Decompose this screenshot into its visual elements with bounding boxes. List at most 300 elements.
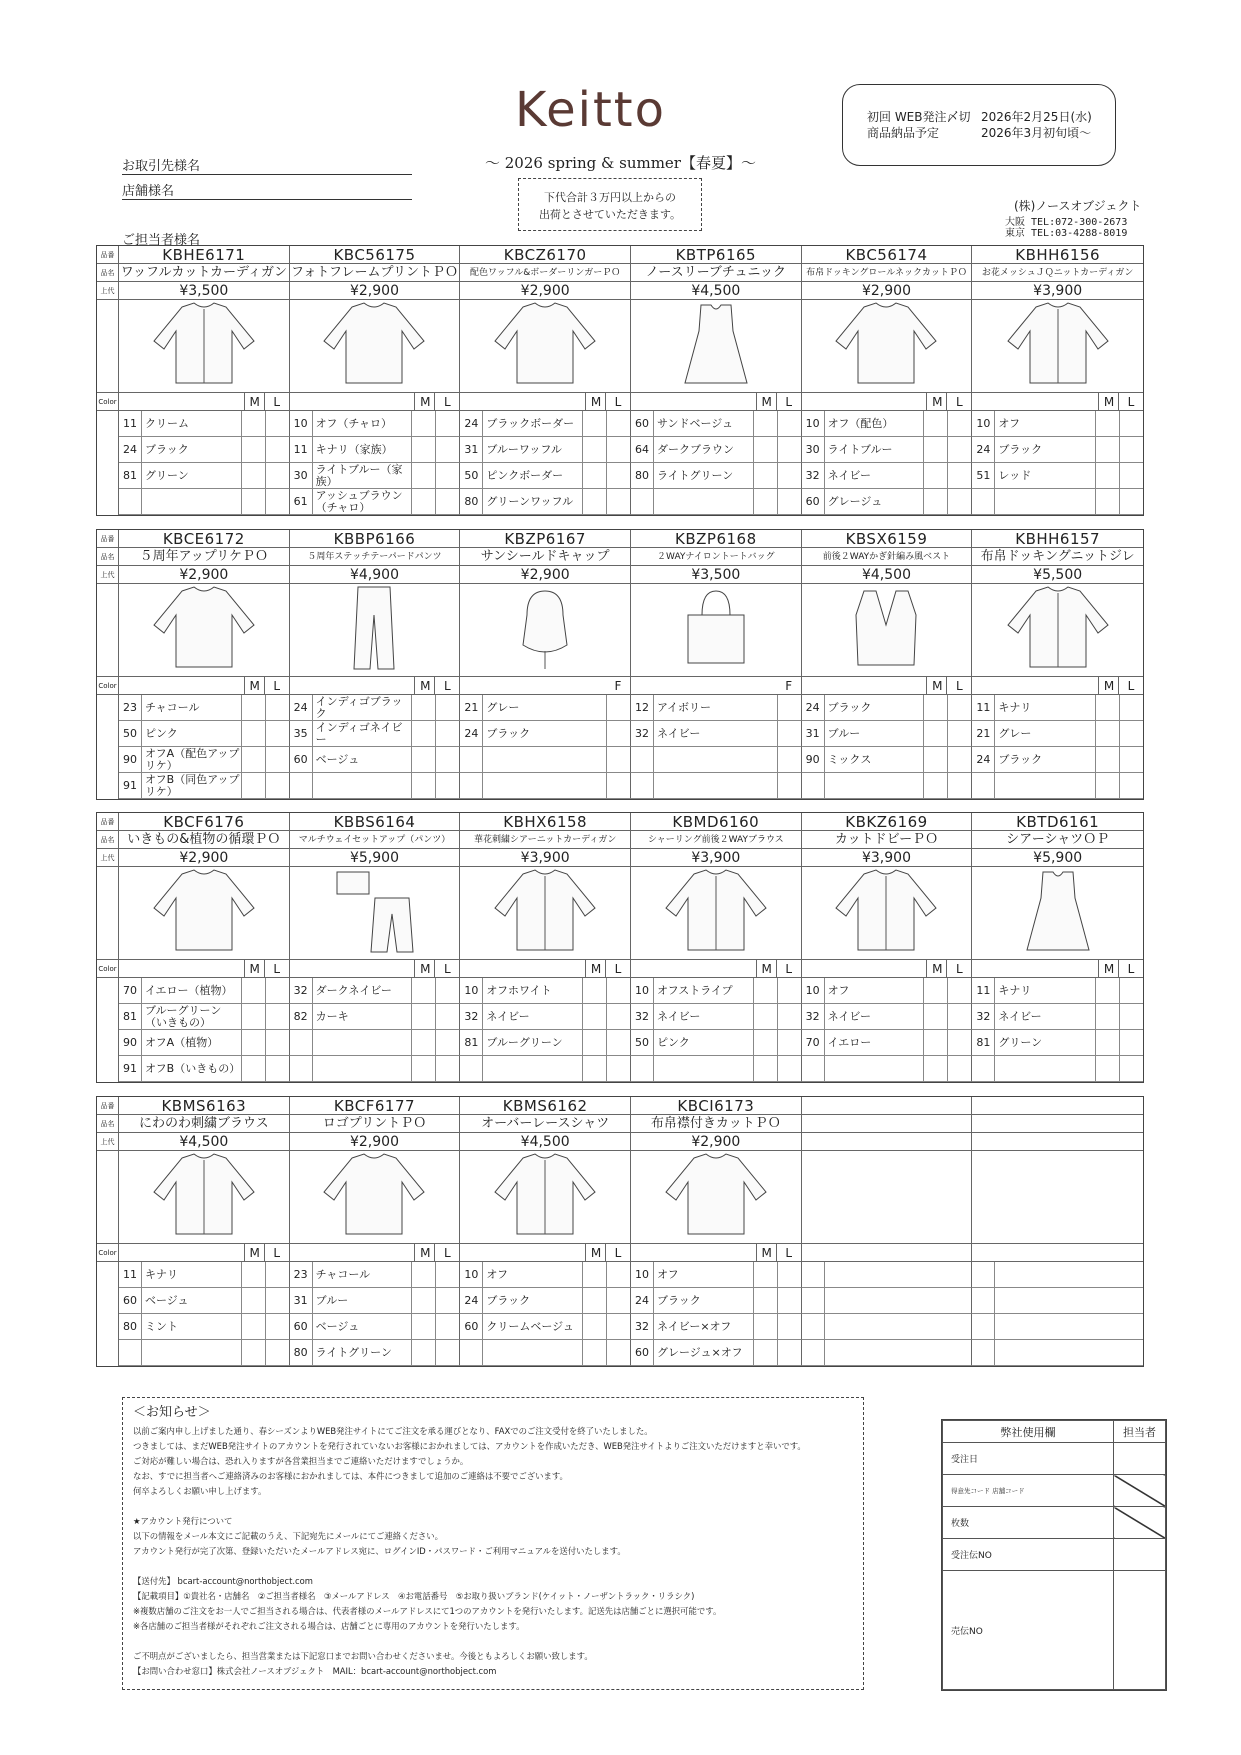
- qty-l-input[interactable]: [265, 721, 289, 747]
- qty-l-input[interactable]: [777, 1340, 801, 1366]
- product-code: KBBP6166: [290, 530, 461, 548]
- qty-m-input[interactable]: [582, 1004, 606, 1030]
- color-row: [119, 411, 290, 437]
- qty-m-input[interactable]: [923, 463, 947, 489]
- office-use-table: [941, 1419, 1167, 1691]
- qty-m-input[interactable]: [753, 1314, 777, 1340]
- notice-line: なお、すでに担当者へご連絡済みのお客様におかれましては、本件につきまして追加のご連絡は不要でございます。: [133, 1471, 568, 1481]
- size-m-label: M: [926, 960, 947, 978]
- qty-m-input[interactable]: [582, 1030, 606, 1056]
- qty-m-input[interactable]: [241, 1340, 265, 1366]
- qty-l-input[interactable]: [1119, 695, 1143, 721]
- size-l-label: L: [1118, 960, 1143, 978]
- qty-l-input[interactable]: [265, 411, 289, 437]
- qty-m-input[interactable]: [1095, 978, 1119, 1004]
- qty-l-input[interactable]: [606, 1004, 630, 1030]
- qty-m-input[interactable]: [411, 1262, 435, 1288]
- qty-m-input[interactable]: [241, 1314, 265, 1340]
- color-row: [119, 1004, 290, 1030]
- qty-l-input[interactable]: [435, 437, 459, 463]
- garment-illustration-icon: [144, 301, 264, 391]
- qty-m-input[interactable]: [411, 1340, 435, 1366]
- color-code: 81: [972, 1030, 995, 1056]
- qty-m-input[interactable]: [241, 1030, 265, 1056]
- color-row: [631, 978, 802, 1004]
- size-l-label: L: [264, 393, 289, 411]
- qty-l-input[interactable]: [435, 1030, 459, 1056]
- qty-l-input[interactable]: [777, 978, 801, 1004]
- product-name: ノースリーブチュニック: [631, 264, 802, 282]
- color-code: 81: [119, 463, 142, 489]
- qty-l-input[interactable]: [435, 773, 459, 799]
- qty-l-input[interactable]: [777, 463, 801, 489]
- size-header: [802, 677, 973, 695]
- color-code: 11: [972, 695, 995, 721]
- color-name: ベージュ: [315, 753, 360, 766]
- color-row: [290, 489, 461, 515]
- qty-l-input[interactable]: [435, 1314, 459, 1340]
- qty-m-input[interactable]: [753, 489, 777, 515]
- color-name: [316, 1030, 412, 1056]
- qty-l-input[interactable]: [1119, 721, 1143, 747]
- qty-l-input[interactable]: [265, 1288, 289, 1314]
- color-name: ブラック: [998, 443, 1043, 456]
- row-spacer: [97, 1314, 119, 1340]
- qty-f-input[interactable]: [777, 773, 801, 799]
- product-price: ¥2,900: [460, 282, 631, 300]
- size-l-label: L: [946, 393, 971, 411]
- qty-m-input[interactable]: [1095, 747, 1119, 773]
- color-name: グリーンワッフル: [486, 495, 574, 508]
- color-row: [802, 1056, 973, 1082]
- qty-m-input[interactable]: [923, 773, 947, 799]
- color-row: [972, 773, 1143, 799]
- product-name: ５周年アップリケＰＯ: [119, 548, 290, 566]
- qty-f-input[interactable]: [777, 721, 801, 747]
- qty-l-input[interactable]: [435, 1262, 459, 1288]
- color-row: [802, 1030, 973, 1056]
- qty-l-input[interactable]: [1119, 489, 1143, 515]
- qty-m-input[interactable]: [923, 1030, 947, 1056]
- qty-l-input[interactable]: [435, 1056, 459, 1082]
- qty-l-input[interactable]: [606, 1288, 630, 1314]
- size-l-label: L: [776, 1244, 801, 1262]
- qty-m-input[interactable]: [923, 747, 947, 773]
- qty-l-input[interactable]: [1119, 437, 1143, 463]
- qty-l-input[interactable]: [435, 747, 459, 773]
- qty-m-input[interactable]: [411, 437, 435, 463]
- size-header: [802, 393, 973, 411]
- qty-m-input[interactable]: [411, 1314, 435, 1340]
- qty-m-input[interactable]: [411, 1030, 435, 1056]
- qty-l-input[interactable]: [947, 489, 971, 515]
- qty-f-input[interactable]: [777, 747, 801, 773]
- qty-l-input[interactable]: [777, 1030, 801, 1056]
- color-row: [460, 437, 631, 463]
- qty-m-input[interactable]: [241, 463, 265, 489]
- qty-l-input[interactable]: [947, 411, 971, 437]
- qty-l-input[interactable]: [1119, 773, 1143, 799]
- store-name-field[interactable]: [122, 180, 412, 200]
- color-name: キナリ: [145, 1268, 178, 1281]
- qty-l-input[interactable]: [1119, 463, 1143, 489]
- size-header: [631, 1244, 802, 1262]
- qty-l-input[interactable]: [777, 1314, 801, 1340]
- qty-m-input[interactable]: [241, 978, 265, 1004]
- qty-l-input[interactable]: [1119, 747, 1143, 773]
- qty-l-input[interactable]: [777, 1262, 801, 1288]
- qty-m-input[interactable]: [1095, 463, 1119, 489]
- qty-l-input[interactable]: [606, 411, 630, 437]
- product-price: ¥4,500: [802, 566, 973, 584]
- color-row: [119, 1288, 290, 1314]
- qty-m-input[interactable]: [753, 1030, 777, 1056]
- qty-m-input[interactable]: [241, 437, 265, 463]
- qty-l-input[interactable]: [606, 978, 630, 1004]
- qty-l-input[interactable]: [265, 1340, 289, 1366]
- notice-line: ※各店舗のご担当者様がそれぞれご注文される場合は、店舗ごとに専用のアカウントを発行いたします。: [133, 1621, 525, 1631]
- qty-m-input[interactable]: [582, 1262, 606, 1288]
- qty-m-input[interactable]: [241, 747, 265, 773]
- product-block: [96, 529, 1144, 800]
- color-name: [998, 1288, 1095, 1314]
- qty-l-input[interactable]: [606, 1340, 630, 1366]
- size-l-label: L: [946, 677, 971, 695]
- qty-m-input[interactable]: [1095, 1056, 1119, 1082]
- notice-line: [133, 1634, 853, 1649]
- color-name: オフB（同色アップリケ）: [145, 773, 240, 798]
- qty-l-input[interactable]: [265, 1030, 289, 1056]
- qty-m-input[interactable]: [923, 721, 947, 747]
- size-l-label: L: [264, 960, 289, 978]
- product-name: 布帛ドッキングロールネックカットＰＯ: [802, 264, 973, 282]
- product-code: [802, 1097, 973, 1115]
- color-name: ネイビー: [657, 1010, 701, 1023]
- delivery-label: 商品納品予定: [867, 126, 940, 140]
- qty-l-input[interactable]: [947, 773, 971, 799]
- qty-l-input[interactable]: [777, 411, 801, 437]
- qty-m-input[interactable]: [753, 463, 777, 489]
- garment-illustration-icon: [314, 301, 434, 391]
- garment-illustration-icon: [314, 1152, 434, 1242]
- deadline-box: [842, 84, 1116, 166]
- color-row: [460, 747, 631, 773]
- qty-m-input[interactable]: [241, 489, 265, 515]
- qty-m-input[interactable]: [1095, 1030, 1119, 1056]
- color-row: [460, 1314, 631, 1340]
- size-header: [290, 1244, 461, 1262]
- color-row: [119, 489, 290, 515]
- color-row: [802, 1262, 973, 1288]
- qty-m-input[interactable]: [241, 1056, 265, 1082]
- qty-m-input[interactable]: [753, 1288, 777, 1314]
- color-code: 82: [290, 1004, 313, 1030]
- qty-l-input[interactable]: [1119, 411, 1143, 437]
- size-m-label: M: [414, 393, 435, 411]
- qty-m-input[interactable]: [411, 1004, 435, 1030]
- color-name: [145, 489, 241, 515]
- row-label-code: 品番: [97, 813, 119, 831]
- qty-l-input[interactable]: [435, 1288, 459, 1314]
- qty-m-input[interactable]: [411, 1288, 435, 1314]
- color-name: ブルーグリーン: [486, 1036, 563, 1049]
- qty-l-input[interactable]: [1119, 978, 1143, 1004]
- client-name-field[interactable]: [122, 155, 412, 175]
- qty-l-input[interactable]: [777, 1288, 801, 1314]
- qty-m-input[interactable]: [411, 463, 435, 489]
- color-code: 32: [802, 463, 825, 489]
- qty-l-input[interactable]: [435, 489, 459, 515]
- qty-l-input[interactable]: [265, 463, 289, 489]
- size-header: [119, 677, 290, 695]
- qty-m-input[interactable]: [753, 411, 777, 437]
- qty-m-input[interactable]: [923, 411, 947, 437]
- size-l-label: L: [776, 960, 801, 978]
- qty-l-input[interactable]: [435, 1340, 459, 1366]
- size-l-label: L: [1118, 677, 1143, 695]
- size-header: [119, 393, 290, 411]
- color-code: [631, 489, 654, 515]
- qty-l-input[interactable]: [265, 437, 289, 463]
- qty-f-input[interactable]: [777, 695, 801, 721]
- row-label-code: 品番: [97, 1097, 119, 1115]
- product-price: ¥2,900: [290, 282, 461, 300]
- qty-l-input[interactable]: [606, 1314, 630, 1340]
- qty-l-input[interactable]: [435, 1004, 459, 1030]
- qty-m-input[interactable]: [411, 773, 435, 799]
- color-row: [631, 695, 802, 721]
- qty-m-input[interactable]: [1095, 437, 1119, 463]
- qty-l-input[interactable]: [947, 978, 971, 1004]
- row-label-price: 上代: [97, 849, 119, 867]
- qty-l-input[interactable]: [947, 463, 971, 489]
- qty-m-input[interactable]: [241, 721, 265, 747]
- qty-m-input[interactable]: [411, 747, 435, 773]
- minimum-order-line: 出荷とさせていただきます。: [538, 208, 682, 221]
- qty-m-input[interactable]: [582, 411, 606, 437]
- color-row: [460, 489, 631, 515]
- qty-l-input[interactable]: [606, 1056, 630, 1082]
- qty-m-input[interactable]: [241, 773, 265, 799]
- qty-m-input[interactable]: [753, 1056, 777, 1082]
- qty-l-input[interactable]: [606, 489, 630, 515]
- color-row: [119, 1056, 290, 1082]
- size-l-label: L: [776, 393, 801, 411]
- qty-l-input[interactable]: [777, 1004, 801, 1030]
- product-image: [119, 867, 290, 960]
- color-row: [290, 1340, 461, 1366]
- color-code: [119, 1340, 142, 1366]
- qty-l-input[interactable]: [265, 773, 289, 799]
- qty-l-input[interactable]: [265, 489, 289, 515]
- color-row: [631, 1056, 802, 1082]
- qty-l-input[interactable]: [606, 463, 630, 489]
- qty-m-input[interactable]: [582, 1056, 606, 1082]
- office-cell[interactable]: [1114, 1571, 1166, 1690]
- qty-m-input[interactable]: [411, 411, 435, 437]
- qty-l-input[interactable]: [435, 411, 459, 437]
- qty-l-input[interactable]: [947, 695, 971, 721]
- qty-m-input[interactable]: [241, 1004, 265, 1030]
- size-l-label: L: [264, 1244, 289, 1262]
- qty-l-input[interactable]: [435, 463, 459, 489]
- qty-f-input[interactable]: [606, 747, 630, 773]
- qty-l-input[interactable]: [435, 978, 459, 1004]
- qty-m-input[interactable]: [1095, 695, 1119, 721]
- notice-box: [122, 1397, 864, 1690]
- qty-f-input[interactable]: [606, 773, 630, 799]
- color-row: [972, 721, 1143, 747]
- qty-m-input[interactable]: [753, 1262, 777, 1288]
- qty-l-input[interactable]: [265, 747, 289, 773]
- qty-m-input[interactable]: [411, 1056, 435, 1082]
- qty-m-input[interactable]: [411, 695, 435, 721]
- qty-l-input[interactable]: [265, 1314, 289, 1340]
- color-code: 32: [972, 1004, 995, 1030]
- qty-m-input[interactable]: [1095, 411, 1119, 437]
- color-code: 60: [631, 411, 654, 437]
- qty-m-input[interactable]: [1095, 489, 1119, 515]
- qty-l-input[interactable]: [606, 1030, 630, 1056]
- qty-m-input[interactable]: [582, 437, 606, 463]
- color-code: 35: [290, 721, 313, 747]
- row-spacer: [97, 978, 119, 1004]
- qty-m-input[interactable]: [411, 489, 435, 515]
- contact-tokyo: 東京 TEL:03-4288-8019: [1005, 228, 1128, 239]
- qty-m-input[interactable]: [923, 978, 947, 1004]
- qty-m-input[interactable]: [923, 1004, 947, 1030]
- qty-l-input[interactable]: [265, 1056, 289, 1082]
- qty-m-input[interactable]: [582, 489, 606, 515]
- color-row: [802, 1340, 973, 1366]
- qty-l-input[interactable]: [947, 1030, 971, 1056]
- qty-m-input[interactable]: [923, 1056, 947, 1082]
- color-name: オフホワイト: [486, 984, 552, 997]
- qty-l-input[interactable]: [947, 721, 971, 747]
- qty-l-input[interactable]: [947, 747, 971, 773]
- color-code: 24: [972, 437, 995, 463]
- qty-f-input[interactable]: [606, 721, 630, 747]
- qty-m-input[interactable]: [1095, 721, 1119, 747]
- qty-l-input[interactable]: [947, 437, 971, 463]
- qty-l-input[interactable]: [265, 1262, 289, 1288]
- qty-m-input[interactable]: [241, 695, 265, 721]
- color-name: ミント: [145, 1320, 178, 1333]
- color-code: [460, 1056, 483, 1082]
- qty-l-input[interactable]: [435, 695, 459, 721]
- color-code: 10: [631, 1262, 654, 1288]
- row-label-color: Color: [97, 960, 119, 978]
- product-code: KBCZ6170: [460, 246, 631, 264]
- row-spacer: [97, 1056, 119, 1082]
- product-price: ¥2,900: [460, 566, 631, 584]
- product-name: サンシールドキャップ: [460, 548, 631, 566]
- qty-m-input[interactable]: [582, 978, 606, 1004]
- qty-m-input[interactable]: [753, 978, 777, 1004]
- size-header: [460, 960, 631, 978]
- qty-l-input[interactable]: [777, 1056, 801, 1082]
- qty-l-input[interactable]: [606, 1262, 630, 1288]
- color-code: 60: [802, 489, 825, 515]
- qty-l-input[interactable]: [777, 437, 801, 463]
- color-row: [460, 978, 631, 1004]
- color-code: 70: [802, 1030, 825, 1056]
- qty-m-input[interactable]: [923, 489, 947, 515]
- product-name: 布帛ドッキングニットジレ: [972, 548, 1143, 566]
- qty-m-input[interactable]: [753, 437, 777, 463]
- color-code: 31: [460, 437, 483, 463]
- qty-m-input[interactable]: [411, 978, 435, 1004]
- color-name: ブラック: [657, 1294, 701, 1307]
- color-row: [802, 773, 973, 799]
- qty-l-input[interactable]: [435, 721, 459, 747]
- qty-l-input[interactable]: [265, 695, 289, 721]
- qty-l-input[interactable]: [265, 1004, 289, 1030]
- qty-m-input[interactable]: [753, 1004, 777, 1030]
- qty-l-input[interactable]: [1119, 1030, 1143, 1056]
- color-name: インディゴネイビー: [315, 721, 403, 746]
- color-name: ブラック: [827, 701, 872, 714]
- color-name: イエロー（植物）: [145, 984, 233, 997]
- qty-m-input[interactable]: [1095, 1004, 1119, 1030]
- color-code: 32: [290, 978, 313, 1004]
- qty-l-input[interactable]: [777, 489, 801, 515]
- qty-l-input[interactable]: [606, 437, 630, 463]
- color-name: ライトグリーン: [657, 469, 734, 482]
- notice-line: 【お問い合わせ窓口】株式会社ノースオブジェクト MAIL：bcart-account@northobject.com: [133, 1666, 497, 1676]
- qty-m-input[interactable]: [241, 1288, 265, 1314]
- product-price: ¥2,900: [631, 1133, 802, 1151]
- office-cell[interactable]: [1114, 1539, 1166, 1571]
- garment-illustration-icon: [826, 868, 946, 958]
- color-name: カーキ: [315, 1010, 349, 1023]
- color-name: ブラック: [486, 727, 531, 740]
- color-row: [119, 437, 290, 463]
- color-name: [998, 773, 1095, 799]
- product-code: KBHH6157: [972, 530, 1143, 548]
- qty-m-input[interactable]: [582, 1340, 606, 1366]
- qty-m-input[interactable]: [241, 1262, 265, 1288]
- qty-l-input[interactable]: [947, 1056, 971, 1082]
- qty-l-input[interactable]: [265, 978, 289, 1004]
- qty-m-input[interactable]: [411, 721, 435, 747]
- qty-m-input[interactable]: [923, 437, 947, 463]
- qty-m-input[interactable]: [582, 463, 606, 489]
- product-name: 前後２WAYかぎ針編み風ベスト: [802, 548, 973, 566]
- office-cell[interactable]: [1114, 1443, 1166, 1475]
- color-code: 30: [802, 437, 825, 463]
- qty-m-input[interactable]: [923, 695, 947, 721]
- qty-m-input[interactable]: [241, 411, 265, 437]
- qty-m-input[interactable]: [753, 1340, 777, 1366]
- qty-l-input[interactable]: [947, 1004, 971, 1030]
- qty-l-input[interactable]: [1119, 1004, 1143, 1030]
- product-code: KBMD6160: [631, 813, 802, 831]
- row-spacer: [97, 437, 119, 463]
- qty-f-input[interactable]: [606, 695, 630, 721]
- qty-l-input[interactable]: [1119, 1056, 1143, 1082]
- garment-illustration-icon: [998, 301, 1118, 391]
- color-row: [460, 1030, 631, 1056]
- qty-m-input[interactable]: [1095, 773, 1119, 799]
- color-code: [972, 489, 995, 515]
- product-name: ロゴプリントＰＯ: [290, 1115, 461, 1133]
- qty-m-input[interactable]: [582, 1288, 606, 1314]
- qty-m-input[interactable]: [582, 1314, 606, 1340]
- row-label-color: Color: [97, 1244, 119, 1262]
- color-row: [972, 1314, 1143, 1340]
- product-price: ¥4,500: [460, 1133, 631, 1151]
